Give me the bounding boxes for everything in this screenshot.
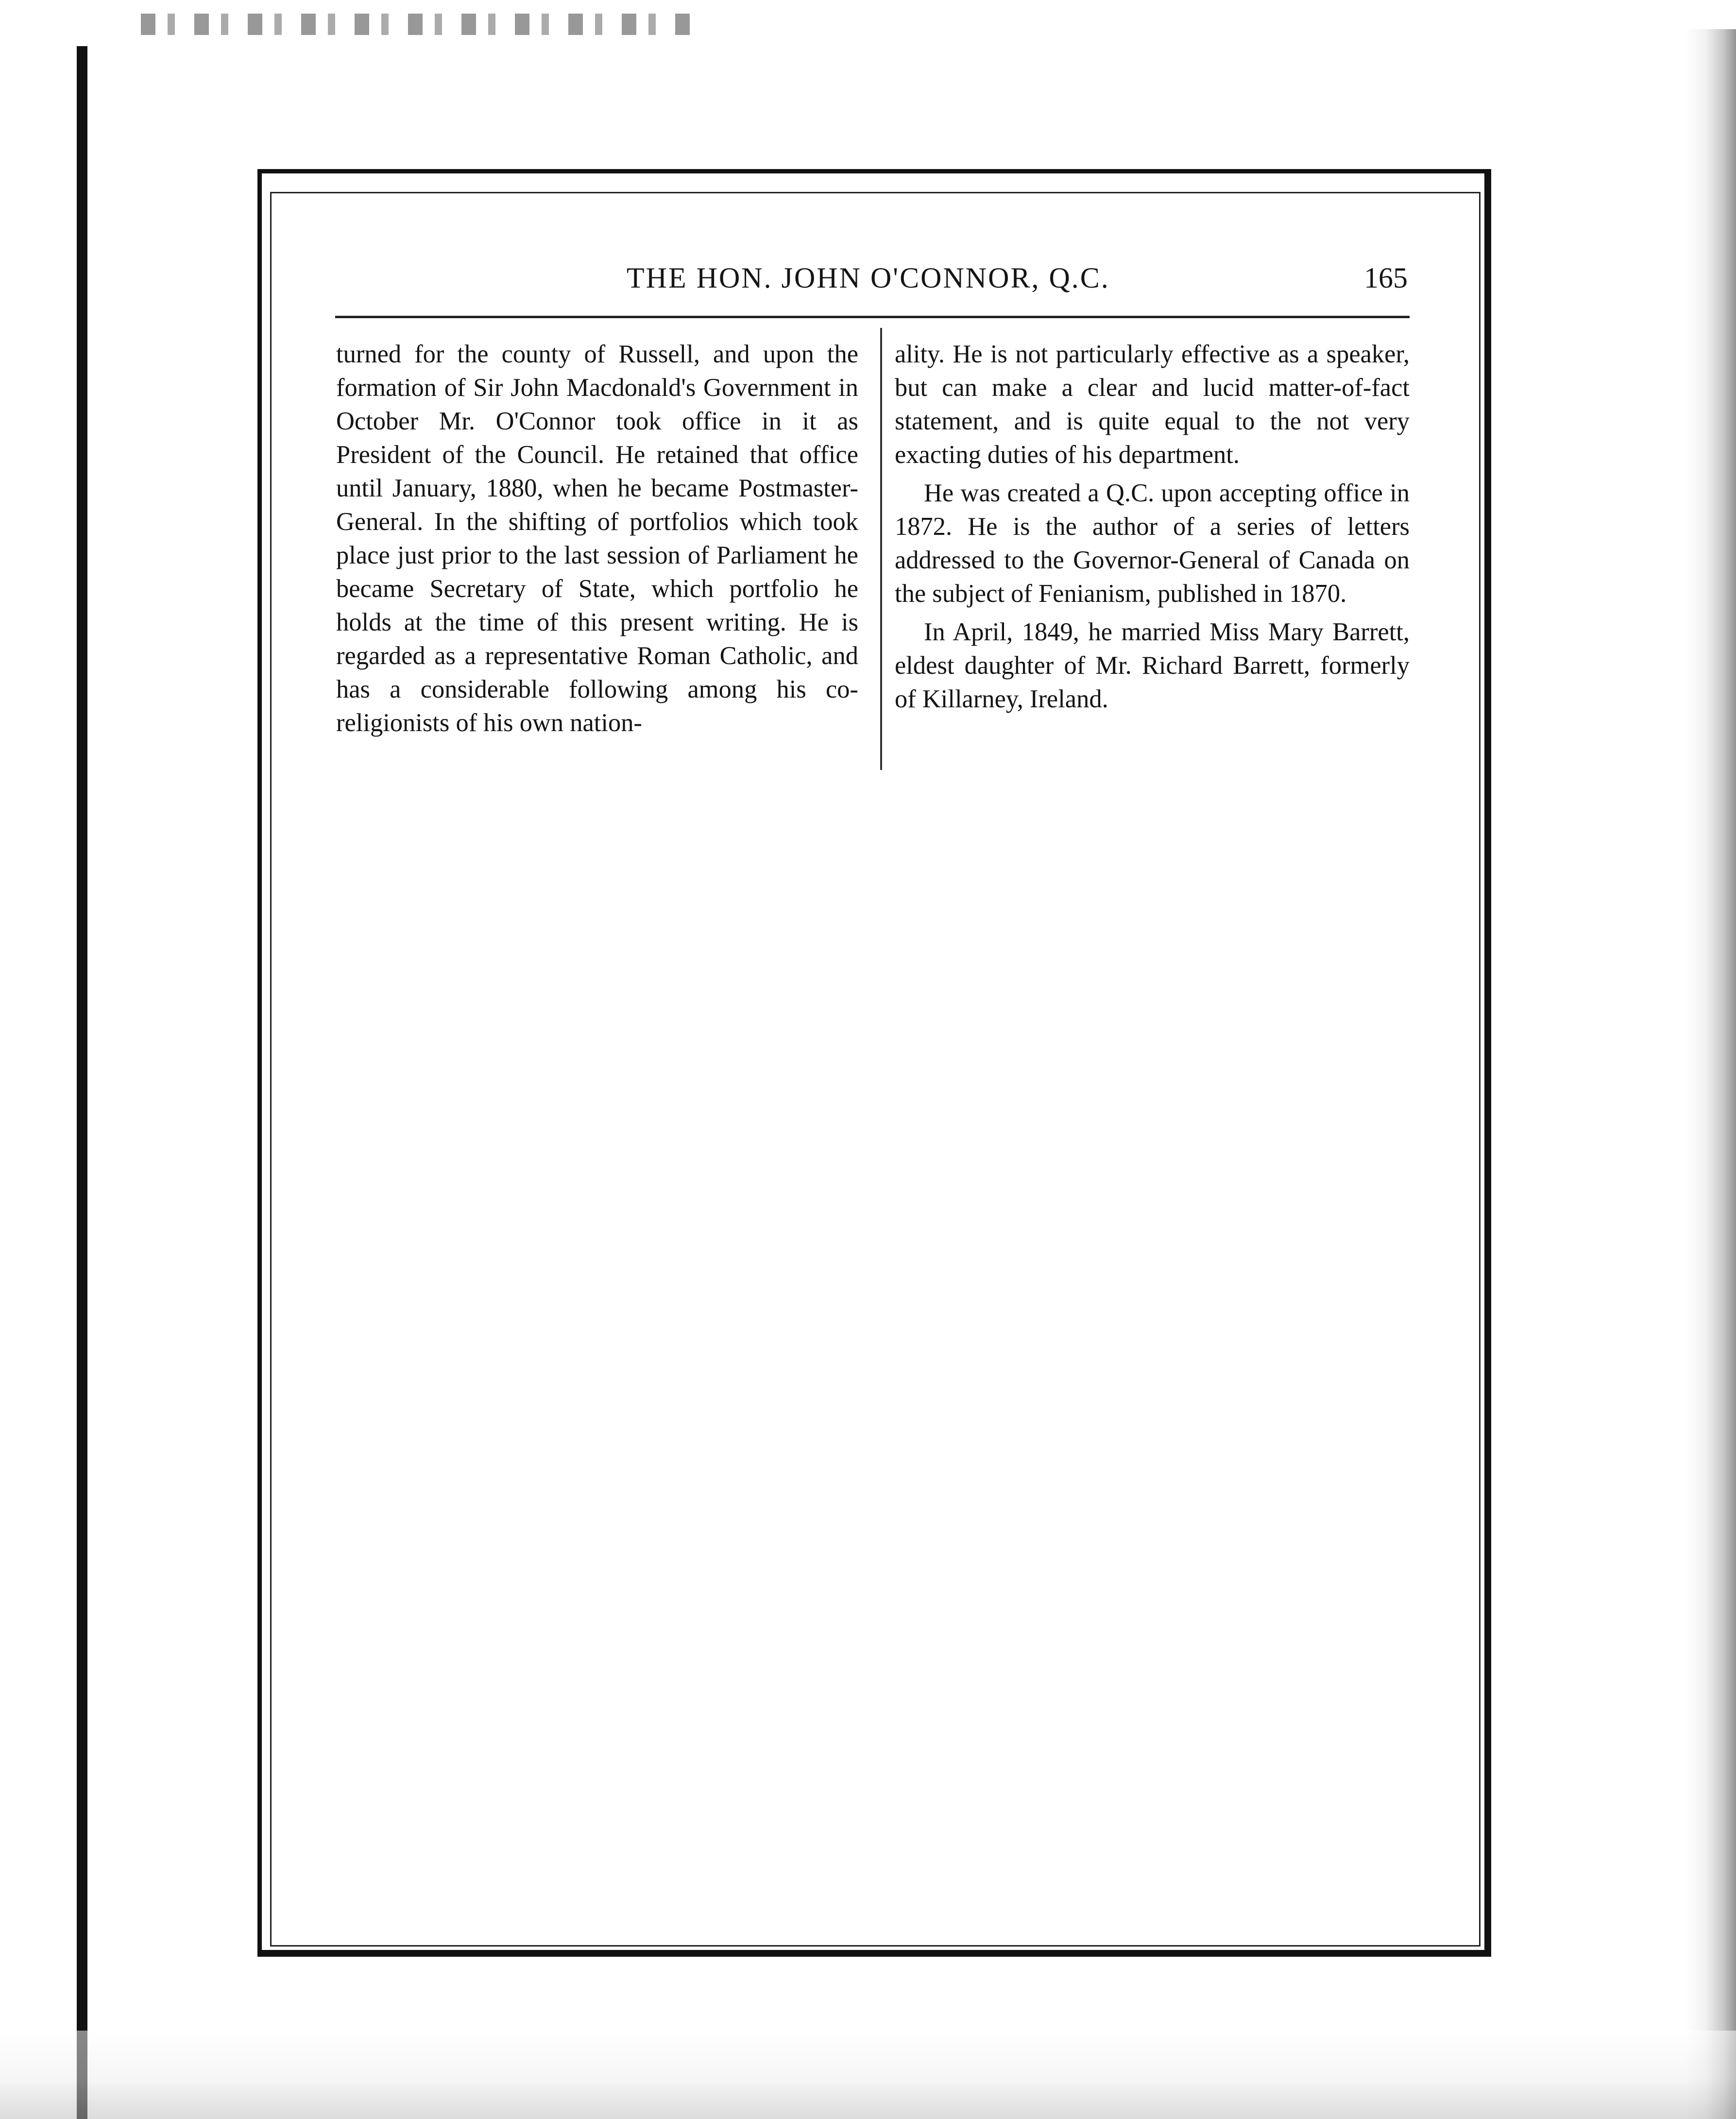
paragraph-continuation: ality. He is not particularly effective as a speaker, but can make a clear and lucid matter-of-fact statement, and is quite equal to the not very exacting duties of his department. xyxy=(895,340,1410,469)
scan-bottom-edge xyxy=(0,2031,1736,2119)
scan-top-noise xyxy=(141,14,695,35)
running-head-title: THE HON. JOHN O'CONNOR, Q.C. xyxy=(627,262,1110,294)
right-column xyxy=(895,338,1410,716)
left-column xyxy=(336,338,858,740)
paragraph-qc-appointment: He was created a Q.C. upon accepting office in 1872. He is the author of a series of letters addressed to the Governor-General of Canada on the subject of Fenianism, published in 1870. xyxy=(895,479,1410,608)
column-divider xyxy=(880,328,882,770)
left-column-text: turned for the county of Russell, and upon the formation of Sir John Macdonald's Government in October Mr. O'Connor took office in it as President of the Council. He retained that office until January, 1880, when he became Postmaster-General. In the shifting of portfolios which took place just prior to the last session of Parliament he became Secretary of State, which portfolio he holds at the time of this present writing. He is regarded as a representative Roman Catholic, and has a considerable following among his co-religionists of his own nation- xyxy=(336,340,858,737)
paragraph-marriage: In April, 1849, he married Miss Mary Barrett, eldest daughter of Mr. Richard Barrett, formerly of Killarney, Ireland. xyxy=(895,618,1410,713)
header-rule xyxy=(335,316,1410,318)
scan-binding-shadow xyxy=(77,46,87,2119)
page-number: 165 xyxy=(1364,262,1408,294)
scan-right-edge xyxy=(1685,29,1736,2119)
